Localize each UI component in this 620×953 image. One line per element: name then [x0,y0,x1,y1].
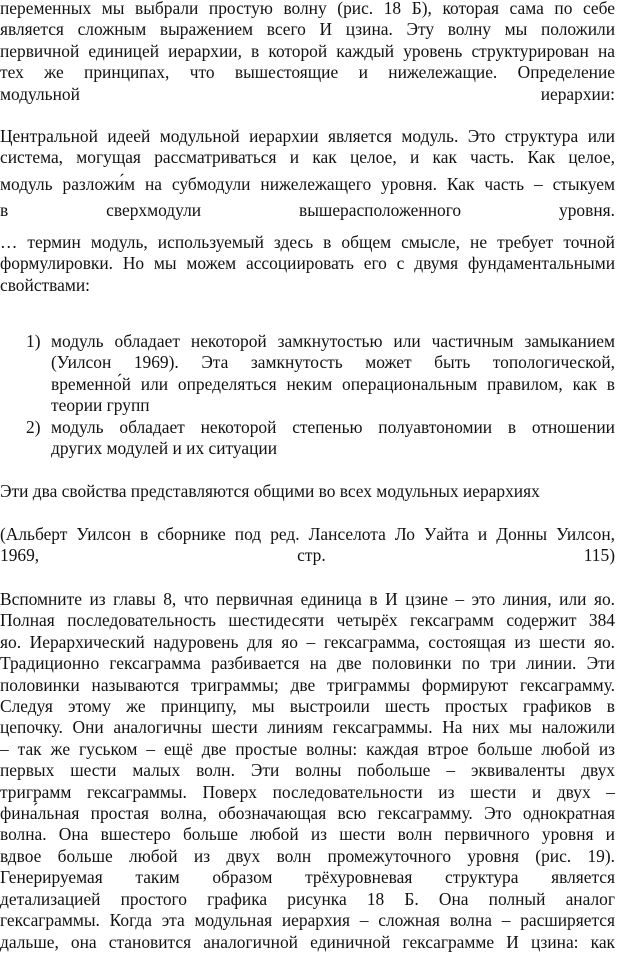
text-line: … термин модуль, используемый здесь в общем смысле, не требует точной [0,232,615,252]
text-line: яо. Иерархический надуровень для яо – гексаграмма, состоящая из шести яо. [0,631,615,652]
text-line: (Уилсон 1969). Эта замкнутость может быть топологической, [51,352,615,373]
text-line: – так же гуськом – ещё две простые волны: каждая втрое больше любой из [0,738,615,759]
list-item-text [51,417,615,460]
text-line: Генерируемая таким образом трёхуровневая структура является [0,867,615,888]
list-number: 1) [26,331,41,351]
text-line: формулировки. Но мы можем ассоциировать его с двумя фундаментальными [0,253,615,274]
text-line: Следуя этому же принципу, мы выстроили шесть простых графиков в [0,696,615,717]
list-item-text [51,331,615,417]
text-line: модуль обладает некоторой замкнутостью или частичным замыканием [51,331,615,351]
text-line: детализацией простого графика рисунка 18 Б. Она полный аналог [0,888,615,909]
text-line: является сложным выражением всего И цзина. Эту волну мы положили [0,19,615,40]
paragraph-intro [0,0,615,105]
text-line: теории групп [51,395,150,416]
paragraph-module-definition [0,126,615,222]
text-line: Полная последовательность шестидесяти четырёх гексаграмм содержит 384 [0,610,615,631]
text-line: Эти два свойства представляются общими во всех модульных иерархиях [0,481,540,501]
text-line: Вспомните из главы 8, что первичная единица в И цзине – это линия, или яо. [0,589,615,609]
text-line: вдвое больше любой из двух волн промежуточного уровня (рис. 19). [0,845,615,866]
text-line: тех же принципах, что вышестоящие и нижележащие. Определение [0,62,615,83]
text-line: временно́й или определяться неким операциональным правилом, как в [51,373,615,394]
text-line: 1969, стр. 115) [0,545,615,566]
text-line: цепочку. Они аналогичны шести линиям гексаграммы. На них мы наложили [0,717,615,738]
text-line: Традиционно гексаграмма разбивается на две половинки по три линии. Эти [0,653,615,674]
paragraph-term [0,232,615,296]
text-line: волна. Она вшестеро больше любой из шести волн первичного уровня и [0,824,615,845]
text-line: модульной иерархии: [0,83,615,104]
paragraph-citation [0,524,615,567]
list-number: 2) [26,417,41,437]
text-line: половинки называются триграммы; две триграммы формируют гексаграмму. [0,674,615,695]
paragraph-two-properties [0,481,615,502]
text-line: дальше, она становится аналогичной единичной гексаграмме И цзина: как [0,931,615,952]
text-line: триграмм гексаграммы. Поверх последовательности из шести и двух – [0,781,615,802]
text-line: гексаграммы. Когда эта модульная иерархия – сложная волна – расширяется [0,910,615,931]
text-line: модуль разложи́м на субмодули нижележащего уровня. Как часть – стыкуем [0,173,615,194]
text-line: (Альберт Уилсон в сборнике под ред. Ланселота Ло Уайта и Донны Уилсон, [0,524,615,544]
text-line: модуль обладает некоторой степенью полуавтономии в отношении [51,417,615,437]
text-line: свойствами: [0,274,90,295]
text-line: система, могущая рассматриваться и как целое, и как часть. Как целое, [0,147,615,168]
text-line: первичной единицей иерархии, в которой каждый уровень структурирован на [0,40,615,61]
paragraph-main [0,589,615,953]
text-line: других модулей и их ситуации [51,438,278,459]
text-line: Центральной идеей модульной иерархии является модуль. Это структура или [0,126,615,146]
text-line: в сверхмодули вышерасположенного уровня. [0,200,615,221]
text-line: первых шести малых волн. Эти волны побольше – эквиваленты двух [0,760,615,781]
text-line: фина́льная простая волна, обозначающая всю гексаграмму. Это однократная [0,803,615,824]
text-line: переменных мы выбрали простую волну (рис. 18 Б), которая сама по себе [0,0,615,18]
